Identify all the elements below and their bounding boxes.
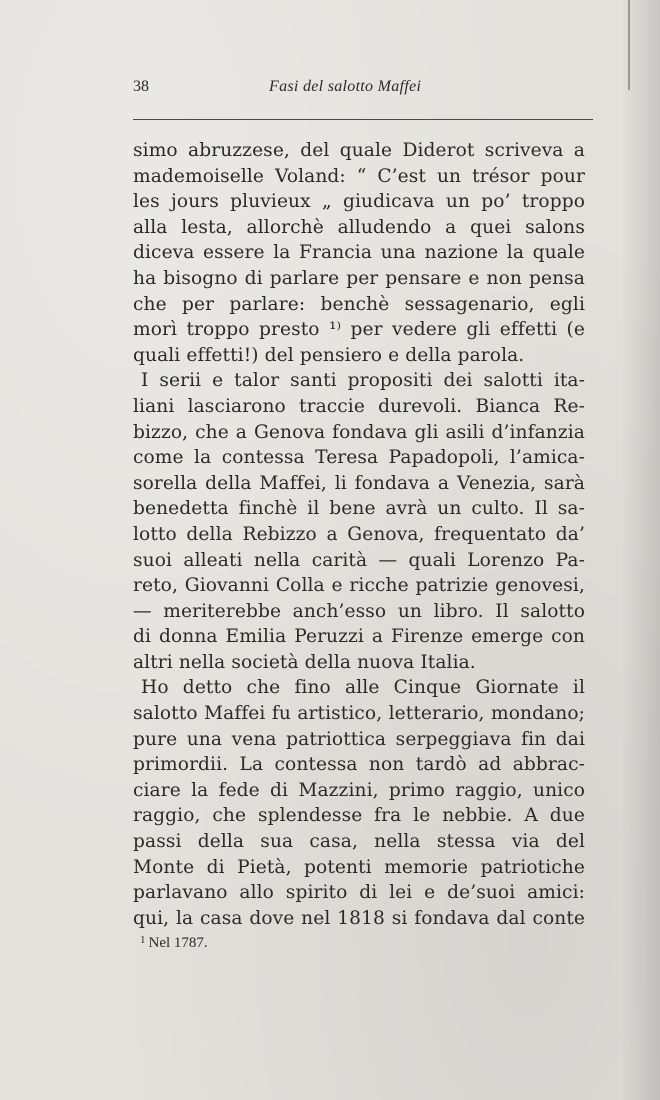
text-line: parlavano allo spirito di lei e de’suoi amici: [133,882,585,904]
text-line: quali effetti!) del pensiero e della parola. [133,344,525,366]
text-line: benedetta finchè il bene avrà un culto. Il sa- [133,498,585,520]
text-line: simo abruzzese, del quale Diderot scriveva a [133,140,585,161]
text-line: primordii. La contessa non tardò ad abbrac- [133,754,585,776]
text-line: Ho detto che fino alle Cinque Giornate il [141,677,585,699]
text-line: sorella della Maffei, li fondava a Venezia, sarà [133,472,585,494]
text-line: suoi alleati nella carità — quali Lorenzo Pa- [133,549,585,571]
running-title: Fasi del salotto Maffei [269,78,422,95]
text-line: morì troppo presto ¹⁾ per vedere gli effetti (e [133,319,585,341]
footnote-text: Nel 1787. [148,935,208,951]
text-line: diceva essere la Francia una nazione la quale [133,242,585,264]
text-line: I serii e talor santi propositi dei salotti ita- [141,370,585,392]
text-line: alla lesta, allorchè alludendo a quei salons [133,216,585,238]
text-line: reto, Giovanni Colla e ricche patrizie genovesi, [133,575,585,597]
text-line: mademoiselle Voland: “ C’est un trésor pour [133,165,585,187]
footnote [140,934,208,952]
text-line: les jours pluvieux „ giudicava un po’ troppo [133,191,585,213]
text-line: ha bisogno di parlare per pensare e non pensa [133,267,585,289]
header-rule [133,119,593,120]
page-edge-shadow [620,0,660,1100]
body-text [133,138,585,931]
text-line: Monte di Pietà, potenti memorie patriotiche [133,856,585,878]
text-line: che per parlare: benchè sessagenario, egli [133,293,585,315]
text-line: salotto Maffei fu artistico, letterario, mondano; [133,703,585,725]
binding-edge-line [628,0,630,90]
text-line: qui, la casa dove nel 1818 si fondava dal conte [133,907,585,929]
text-line: bizzo, che a Genova fondava gli asili d’infanzia [133,421,585,443]
text-line: di donna Emilia Peruzzi a Firenze emerge con [133,626,585,648]
text-line: passi della sua casa, nella stessa via del [133,831,585,853]
text-line: altri nella società della nuova Italia. [133,651,476,673]
text-line: lotto della Rebizzo a Genova, frequentato da’ [133,523,585,545]
text-line: pure una vena patriottica serpeggiava fin dai [133,728,585,750]
running-head [133,78,593,102]
text-line: come la contessa Teresa Papadopoli, l’amica- [133,447,585,469]
footnote-marker: 1 [140,934,146,946]
text-line: ciare la fede di Mazzini, primo raggio, unico [133,779,585,801]
text-line: liani lasciarono traccie durevoli. Bianca Re- [133,395,585,417]
text-line: — meriterebbe anch’esso un libro. Il salotto [133,600,585,622]
page-number: 38 [133,78,149,95]
text-line: raggio, che splendesse fra le nebbie. A due [133,805,585,827]
